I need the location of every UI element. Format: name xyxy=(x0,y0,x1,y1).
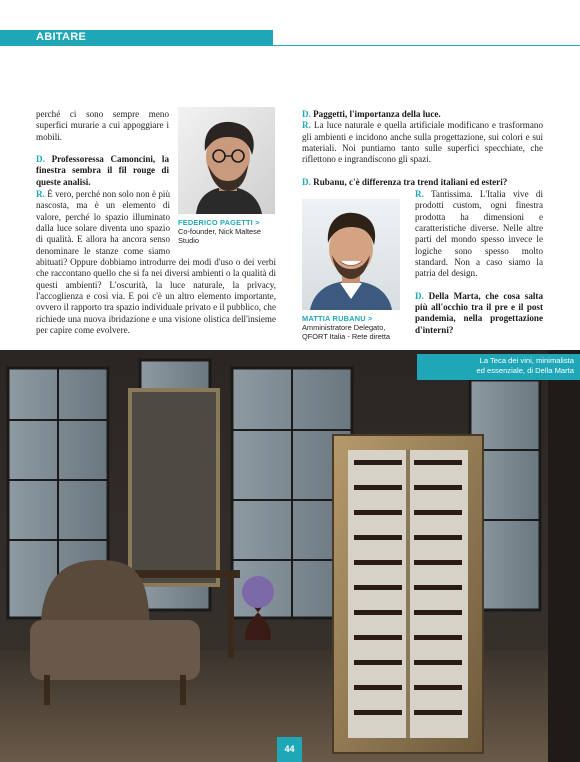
portrait-2-role-line1: Amministratore Delegato, xyxy=(302,323,386,332)
question-2-text: Paggetti, l'importanza della luce. xyxy=(313,109,441,119)
section-label: ABITARE xyxy=(36,31,87,43)
portrait-mattia-rubanu xyxy=(302,199,400,310)
portrait-1-role xyxy=(178,227,261,245)
answer-marker: R. xyxy=(302,120,311,131)
question-3 xyxy=(302,177,543,188)
portrait-1-image xyxy=(178,107,275,214)
question-1-text: Professoressa Camoncini, la finestra sembra il fil rouge di queste analisi. xyxy=(36,154,170,187)
paragraph-intro: perché ci sono sempre meno superfici murarie a cui appoggiare i mobili. xyxy=(36,109,169,142)
question-3-text: Rubanu, c'è differenza tra trend italiani ed esteri? xyxy=(313,176,508,187)
wine-cabinet-scene-image xyxy=(0,350,580,762)
question-4-text: Della Marta, che cosa salta più all'occhio tra il pre e il post pandemia, nella progettazione d'interni? xyxy=(415,290,543,335)
question-marker: D. xyxy=(302,176,311,187)
answer-2 xyxy=(302,120,543,165)
photo-caption xyxy=(417,354,580,380)
question-4 xyxy=(415,291,543,336)
question-1 xyxy=(36,154,169,188)
answer-2-text: La luce naturale e quella artificiale modificano e trasformano gli ambienti e incidono anche sulla progettazione, sui colori e sui materiali. Noi puntiamo tanto sulle superfici specchiate, che riflettono e ingrandiscono gli spazi. xyxy=(302,120,543,165)
portrait-2-role-line2: QFORT Italia - Rete diretta xyxy=(302,332,391,341)
portrait-1-role-line2: Studio xyxy=(178,236,199,245)
right-column-narrow xyxy=(415,189,543,336)
portrait-2-image xyxy=(302,199,400,310)
portrait-federico-pagetti xyxy=(178,107,275,214)
interior-scene-photo xyxy=(0,350,580,762)
answer-3 xyxy=(415,189,543,280)
answer-3-text: Tantissima. L'Italia vive di prodotti custom, ogni finestra prodotta ha dimensioni e caratteristiche diverse. Nelle altre parti del mondo spesso invece le logiche sono spesso molto standard. Non a caso siamo la patria del design. xyxy=(415,189,544,279)
question-marker: D. xyxy=(302,109,311,119)
portrait-2-name: MATTIA RUBANU > xyxy=(302,314,373,323)
left-column-text xyxy=(36,109,169,188)
page-number: 44 xyxy=(277,737,302,762)
answer-1-text: È vero, perché non solo non è più nascosta, ma è un elemento di valore, perché lo spazio illuminato dalla luce solare diventa uno spazio di qualità. E allora ha ancora senso denominare le stanze come siamo abituati? Oppure dobbiamo introdurre dei modi d'uso o dei verbi che raccontano quello che si fa nei diversi ambienti o la qualità di questi ambienti? L'oscurità, la luce naturale, la privacy, l'accoglienza e così via. E poi c'è un altro elemento importante, ovvero il rapporto tra spazio individuale privato e il pubblico, che richiede una nuova ibridazione e una visione olistica dell'insieme per capire come evolvere. xyxy=(36,189,276,336)
answer-marker: R. xyxy=(36,189,45,199)
photo-caption-line1: La Teca dei vini, minimalista xyxy=(479,356,574,365)
right-column-top xyxy=(302,109,543,188)
question-marker: D. xyxy=(36,154,45,165)
section-rule xyxy=(273,45,580,46)
question-2 xyxy=(302,109,543,120)
portrait-2-role xyxy=(302,323,390,341)
photo-caption-line2: ed essenziale, di Della Marta xyxy=(476,366,574,375)
portrait-1-name: FEDERICO PAGETTI > xyxy=(178,218,260,227)
answer-marker: R. xyxy=(415,189,424,199)
question-marker: D. xyxy=(415,290,424,301)
portrait-1-role-line1: Co-founder, Nick Maltese xyxy=(178,227,261,236)
section-header-bar xyxy=(0,30,273,46)
